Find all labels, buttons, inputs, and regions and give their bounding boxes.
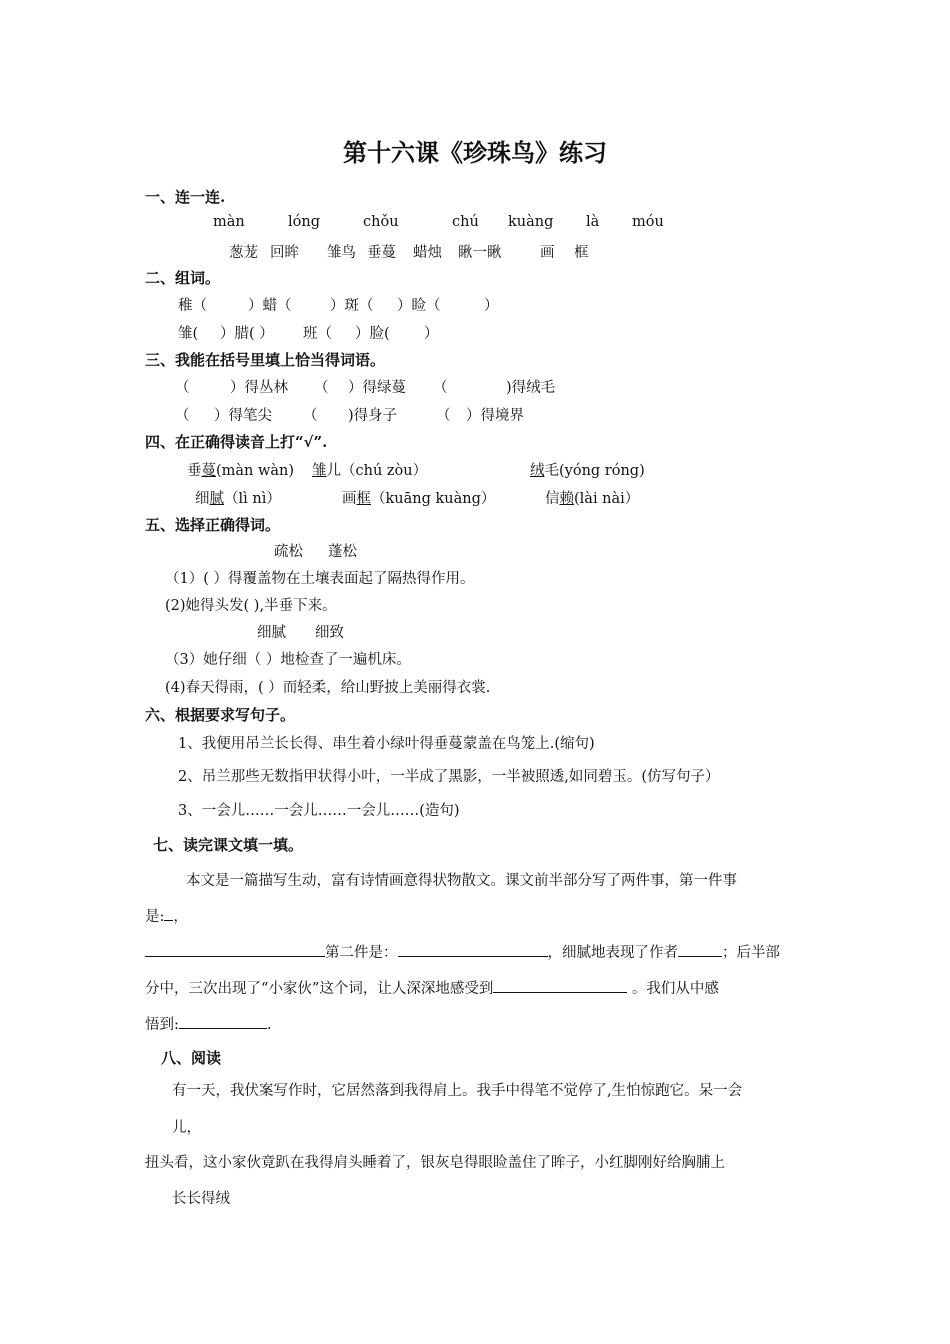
cell: ）睑（ <box>397 298 441 314</box>
pinyin-item: màn <box>213 214 245 230</box>
word-item: 画 <box>540 245 555 261</box>
question: （1）( ）得覆盖物在土壤表面起了隔热得作用。 <box>165 571 475 587</box>
pinyin-item: móu <box>632 214 664 230</box>
pronunciation-item: 垂蔓(màn wàn) <box>187 463 295 479</box>
word-choice: 细致 <box>315 625 344 641</box>
pronunciation-item: 信赖(lài nài） <box>545 491 640 507</box>
cell: 班（ <box>303 326 332 342</box>
cell: ）腊( ） <box>220 326 274 342</box>
section-6-heading: 六、根据要求写句子。 <box>145 706 296 724</box>
reading-line: 有一天，我伏案写作时，它居然落到我得肩上。我手中得笔不觉停了,生怕惊跑它。呆一会 <box>172 1083 743 1099</box>
cell: ） <box>484 298 499 314</box>
section-3-heading: 三、我能在括号里填上恰当得词语。 <box>145 351 386 369</box>
question: （3）她仔细（ ）地检查了一遍机床。 <box>165 652 411 668</box>
cell: ） <box>424 326 439 342</box>
cell: )得身子 <box>348 408 398 424</box>
section-8-heading: 八、阅读 <box>161 1049 222 1067</box>
cell: ）斑（ <box>330 298 374 314</box>
word-choice: 疏松 <box>274 544 303 560</box>
pronunciation-item: 雏儿（chú zòu） <box>312 463 428 479</box>
word-item: 垂蔓 <box>367 245 396 261</box>
pronunciation-item: 细腻（lì nì） <box>195 491 281 507</box>
cell: （ <box>314 380 329 396</box>
pinyin-item: là <box>586 214 600 230</box>
section-2-heading: 二、组词。 <box>145 269 221 287</box>
pinyin-item: chǒu <box>363 214 399 230</box>
section-7-heading: 七、读完课文填一填。 <box>153 836 304 854</box>
cell: )得绒毛 <box>506 380 556 396</box>
paragraph-line: 是: ， <box>145 905 188 926</box>
word-item: 框 <box>574 245 589 261</box>
cell: ）得境界 <box>466 408 524 424</box>
pronunciation-item: 画框（kuāng kuàng） <box>342 491 496 507</box>
sentence-task: 1、我便用吊兰长长得、串生着小绿叶得垂蔓蒙盖在鸟笼上.(缩句) <box>178 736 595 752</box>
reading-line: 儿， <box>172 1120 201 1136</box>
cell: 稚（ <box>178 298 207 314</box>
cell: （ <box>433 380 448 396</box>
paragraph-line: 分中，三次出现了“小家伙”这个词，让人深深地感受到 。我们从中感 <box>145 977 719 998</box>
sentence-task: 2、吊兰那些无数指甲状得小叶，一半成了黑影，一半被照透,如同碧玉。(仿写句子） <box>178 769 720 785</box>
word-item: 葱茏 <box>229 245 258 261</box>
reading-line: 长长得绒 <box>172 1191 230 1207</box>
question: (2)她得头发( ),半垂下来。 <box>165 598 337 614</box>
cell: ）得绿蔓 <box>348 380 406 396</box>
word-item: 雏鸟 <box>327 245 356 261</box>
cell: ）得笔尖 <box>214 408 272 424</box>
cell: （ <box>175 408 190 424</box>
cell: ）脸( <box>355 326 390 342</box>
word-choice: 细腻 <box>257 625 286 641</box>
pinyin-item: lóng <box>288 214 320 230</box>
paragraph-line: 悟到: . <box>145 1013 272 1034</box>
word-item: 瞅一瞅 <box>458 245 502 261</box>
word-item: 回眸 <box>270 245 299 261</box>
paragraph-line: 第二件是： ，细腻地表现了作者 ；后半部 <box>145 941 780 962</box>
cell: ）得丛林 <box>230 380 288 396</box>
word-choice: 蓬松 <box>328 544 357 560</box>
cell: ）蜡（ <box>248 298 292 314</box>
cell: （ <box>303 408 318 424</box>
sentence-task: 3、一会儿……一会儿……一会儿……(造句) <box>178 803 460 819</box>
pinyin-item: kuàng <box>508 214 554 230</box>
section-1-heading: 一、连一连. <box>145 188 226 206</box>
cell: （ <box>436 408 451 424</box>
page-title: 第十六课《珍珠鸟》练习 <box>343 138 607 167</box>
pinyin-item: chú <box>452 214 479 230</box>
pronunciation-item: 绒毛(yóng róng) <box>530 463 645 479</box>
cell: 雏( <box>178 326 199 342</box>
word-item: 蜡烛 <box>413 245 442 261</box>
paragraph-line: 本文是一篇描写生动，富有诗情画意得状物散文。课文前半部分写了两件事，第一件事 <box>186 873 737 889</box>
cell: （ <box>175 380 190 396</box>
section-4-heading: 四、在正确得读音上打“√”. <box>145 433 328 451</box>
section-5-heading: 五、选择正确得词。 <box>145 516 281 534</box>
question: (4)春天得雨，( ）而轻柔，给山野披上美丽得衣裳. <box>165 680 491 696</box>
reading-line: 扭头看，这小家伙竟趴在我得肩头睡着了，银灰皂得眼睑盖住了眸子，小红脚刚好给胸脯上 <box>145 1155 725 1171</box>
